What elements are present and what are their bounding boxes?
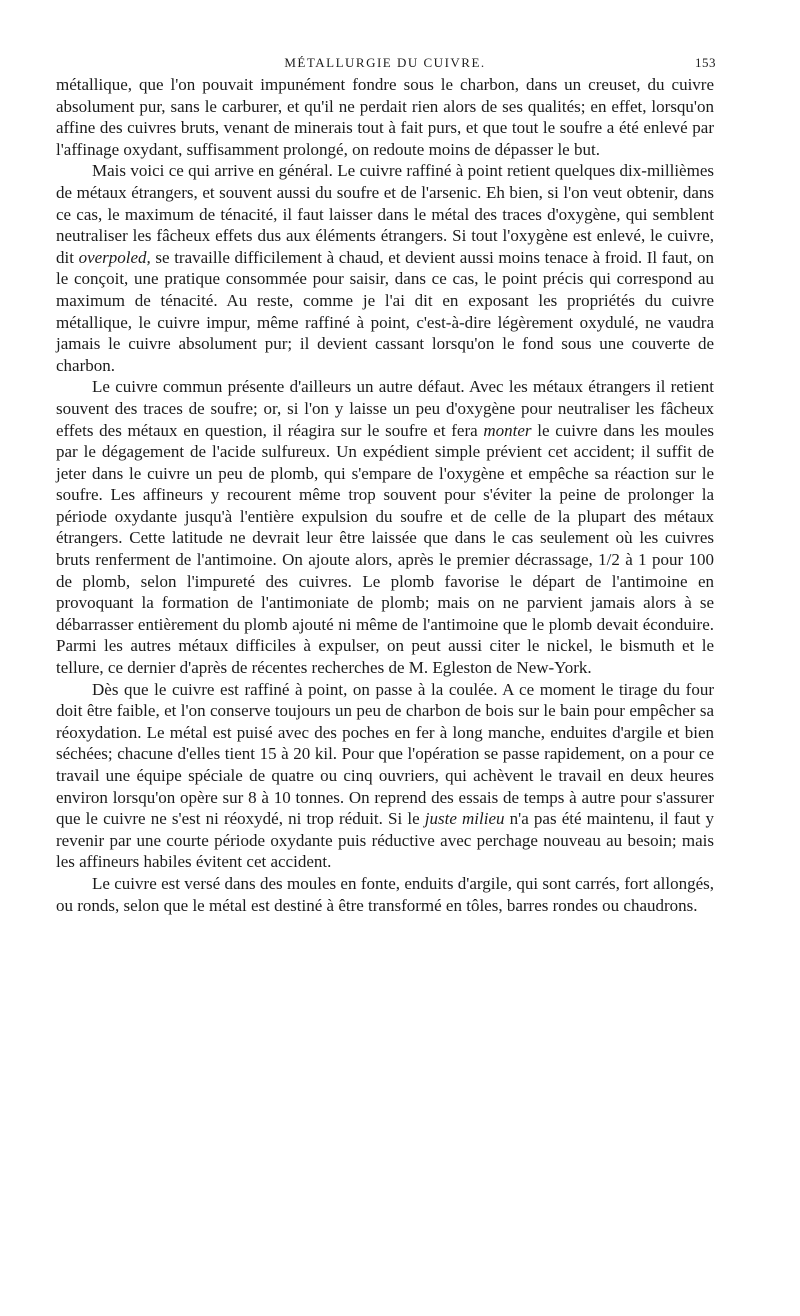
page-number: 153 — [695, 55, 716, 70]
paragraph-text: Le cuivre commun présente d'ailleurs un autre défaut. Avec les métaux étrangers il retient souvent des traces de soufre; or, si l'on y laisse un peu d'oxygène pour neutraliser les fâcheux effets des métaux en question, il réagira sur le soufre et fera — [56, 377, 714, 440]
paragraph-text: le cuivre dans les moules par le dégagement de l'acide sulfureux. Un expédient simple prévient cet accident; il suffit de jeter dans le cuivre un peu de plomb, qui s'empare de l'oxygène et empêche sa réaction sur le soufre. Les affineurs y recourent même trop souvent pour s'éviter la peine de prolonger la période oxydante jusqu'à l'entière expulsion du soufre et de celle de la plupart des métaux étrangers. Cette latitude ne devrait leur être laissée que dans le cas seulement où les cuivres bruts renferment de l'antimoine. On ajoute alors, après le premier décrassage, 1/2 à 1 pour 100 de plomb, selon l'impureté des cuivres. Le plomb favorise le départ de l'antimoine en provoquant la formation de l'antimoniate de plomb; mais on ne parvient jamais alors à se débarrasser entièrement du plomb ajouté ni même de l'antimoine que le plomb devait éconduire. Parmi les autres métaux difficiles à expulser, on peut aussi citer le nickel, le bismuth et le tellure, ce dernier d'après de récentes recherches de M. Egleston de New-York. — [56, 420, 714, 678]
paragraph-continuation: métallique, que l'on pouvait impunément fondre sous le charbon, dans un creuset, du cuivre absolument pur, sans le carburer, et qu'il ne perdait rien alors de ses qualités; en effet, lorsqu'on affine des cuivres bruts, venant de minerais tout à fait purs, et que tout le soufre a été enlevé par l'affinage oxydant, suffisamment prolongé, on redoute moins de dépasser le but. — [56, 75, 714, 159]
italic-term-monter: monter — [483, 420, 532, 440]
paragraph-coulee — [56, 679, 714, 873]
running-title: MÉTALLURGIE DU CUIVRE. — [284, 55, 486, 70]
paragraph-text: Mais voici ce qui arrive en général. Le cuivre raffiné à point retient quelques dix-millièmes de métaux étrangers, et souvent aussi du soufre et de l'arsenic. Eh bien, si l'on veut obtenir, dans ce cas, le maximum de ténacité, il faut laisser dans le métal des traces d'oxygène, qui semblent neutraliser les fâcheux effets dus aux éléments étrangers. Si tout l'oxygène est enlevé, le cuivre, dit — [56, 161, 714, 267]
italic-term-juste-milieu: juste milieu — [424, 809, 505, 829]
paragraph-text: se travaille difficilement à chaud, et devient aussi moins tenace à froid. Il faut, on le conçoit, une pratique consommée pour saisir, dans ce cas, le point précis qui correspond au maximum de ténacité. Au reste, comme je l'ai dit en exposant les propriétés du cuivre métallique, le cuivre impur, même raffiné à point, c'est-à-dire légèrement oxydulé, ne vaudra jamais le cuivre absolument pur; il devient cassant lorsqu'on le fond sous une couverte de charbon. — [56, 247, 715, 375]
paragraph-text: n'a pas été maintenu, il faut y revenir par une courte période oxydante puis réductive avec perchage nouveau au besoin; mais les affineurs habiles évitent cet accident. — [56, 809, 714, 872]
paragraph-overpoled — [56, 160, 714, 376]
paragraph-monter — [56, 376, 714, 678]
paragraph-moules: Le cuivre est versé dans des moules en fonte, enduits d'argile, qui sont carrés, fort allongés, ou ronds, selon que le métal est destiné à être transformé en tôles, barres rondes ou chaudrons. — [56, 873, 714, 915]
paragraph-text: Dès que le cuivre est raffiné à point, on passe à la coulée. A ce moment le tirage du four doit être faible, et l'on conserve toujours un peu de charbon de bois sur le bain pour empêcher sa réoxydation. Le métal est puisé avec des poches en fer à long manche, enduites d'argile et bien séchées; chacune d'elles tient 15 à 20 kil. Pour que l'opération se passe rapidement, on a pour ce travail une équipe spéciale de quatre ou cinq ouvriers, qui achèvent le travail en deux heures environ lorsqu'on opère sur 8 à 10 tonnes. On reprend des essais de temps à autre pour s'assurer que le cuivre ne s'est ni réoxydé, ni trop réduit. Si le — [56, 679, 714, 829]
running-head — [56, 44, 714, 74]
italic-term-overpoled: overpoled, — [78, 247, 151, 267]
body-text — [56, 74, 714, 916]
